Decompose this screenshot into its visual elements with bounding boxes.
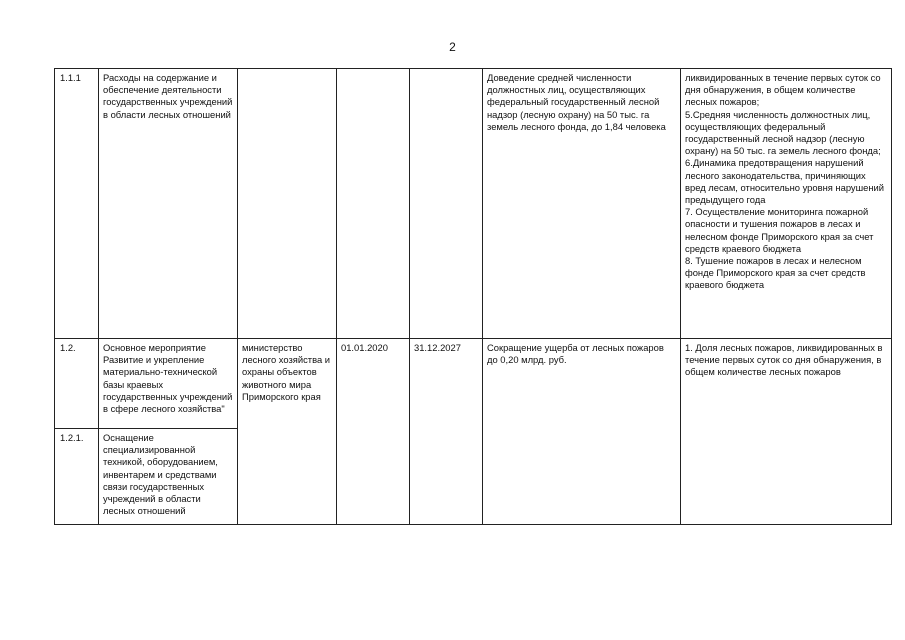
executor-cell bbox=[238, 69, 337, 339]
indicators-cell bbox=[681, 69, 892, 339]
indicator-item: 1. Доля лесных пожаров, ликвидированных в течение первых суток со дня обнаружения, в общем количестве лесных пожаров bbox=[685, 342, 883, 378]
expected-result: Сокращение ущерба от лесных пожаров до 0,20 млрд. руб. bbox=[483, 339, 681, 525]
page-number: 2 bbox=[449, 40, 456, 54]
table-row bbox=[55, 339, 892, 429]
activity-name: Основное мероприятие Развитие и укрепление материально-технической базы краевых государственных учреждений в сфере лесного хозяйства" bbox=[99, 339, 238, 429]
table-row bbox=[55, 69, 892, 339]
expected-result: Доведение средней численности должностных лиц, осуществляющих федеральный государственный лесной надзор (лесную охрану) на 50 тыс. га земель лесного фонда, до 1,84 человека bbox=[483, 69, 681, 339]
row-number: 1.2.1. bbox=[55, 429, 99, 525]
row-number: 1.2. bbox=[55, 339, 99, 429]
indicator-item: 5.Средняя численность должностных лиц, осуществляющих федеральный государственный лесной надзор (лесную охрану) на 50 тыс. га земель лесного фонда; bbox=[685, 108, 881, 157]
executor-cell: министерство лесного хозяйства и охраны объектов животного мира Приморского края bbox=[238, 339, 337, 525]
activity-name: Оснащение специализированной техникой, оборудованием, инвентарем и средствами связи государственных учреждений в области лесных отношений bbox=[99, 429, 238, 525]
activity-name: Расходы на содержание и обеспечение деятельности государственных учреждений в области лесных отношений bbox=[99, 69, 238, 339]
indicator-item: ликвидированных в течение первых суток со дня обнаружения, в общем количестве лесных пожаров; bbox=[685, 72, 881, 108]
indicator-item: 8. Тушение пожаров в лесах и нелесном фонде Приморского края за счет средств краевого бюджета bbox=[685, 255, 866, 291]
indicator-item: 7. Осуществление мониторинга пожарной опасности и тушения пожаров в лесах и нелесном фонде Приморского края за счет средств краевого бюджета bbox=[685, 206, 874, 254]
indicators-cell bbox=[681, 339, 892, 525]
program-table bbox=[54, 68, 892, 525]
row-number: 1.1.1 bbox=[55, 69, 99, 339]
start-date-cell bbox=[337, 69, 410, 339]
indicator-item: 6.Динамика предотвращения нарушений лесного законодательства, причиняющих вред лесам, относительно уровня нарушений предыдущего года bbox=[685, 157, 884, 206]
end-date-cell: 31.12.2027 bbox=[410, 339, 483, 525]
start-date-cell: 01.01.2020 bbox=[337, 339, 410, 525]
end-date-cell bbox=[410, 69, 483, 339]
